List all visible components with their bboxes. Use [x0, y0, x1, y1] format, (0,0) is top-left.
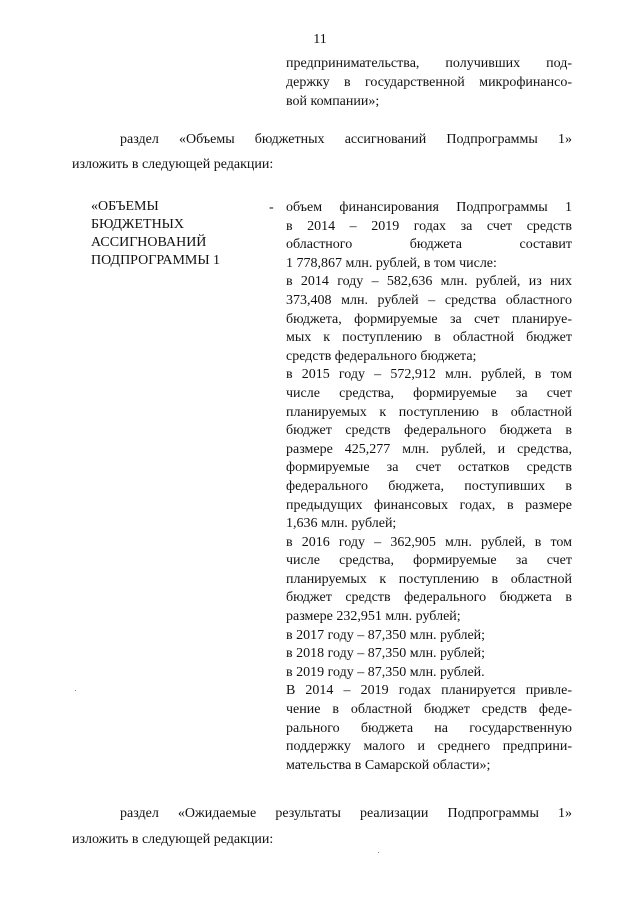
paragraph-2-first-line: раздел «Ожидаемые результаты реализации Подпрограммы 1» — [120, 806, 572, 821]
dash-separator: - — [269, 200, 274, 215]
content-line: планируемых к поступлению в областной — [286, 571, 572, 587]
content-line: бюджет средств федерального бюджета в — [286, 423, 572, 439]
top-continuation-text — [286, 54, 572, 111]
scan-speck — [378, 852, 379, 853]
content-line: средств федерального бюджета; — [286, 348, 477, 364]
section-label-line: «ОБЪЕМЫ — [91, 199, 159, 214]
content-line: в 2019 году – 87,350 млн. рублей. — [286, 664, 485, 680]
text-line: предпринимательства, получивших под- — [286, 56, 572, 71]
content-line: числе средства, формируемые за счет — [286, 553, 572, 569]
paragraph-1-first-line: раздел «Объемы бюджетных ассигнований Подпрограммы 1» — [120, 132, 572, 147]
content-line: рального бюджета на государственную — [286, 720, 572, 736]
paragraph-2-second-line: изложить в следующей редакции: — [72, 832, 274, 847]
scan-speck — [75, 690, 76, 691]
page-number: 11 — [313, 32, 327, 47]
section-label-line: ПОДПРОГРАММЫ 1 — [91, 253, 221, 268]
content-line: размере 425,277 млн. рублей, и средства, — [286, 441, 572, 457]
content-line: мых к поступлению в областной бюджет — [286, 330, 572, 346]
content-line: в 2017 году – 87,350 млн. рублей; — [286, 627, 486, 643]
content-line: планируемых к поступлению в областной — [286, 404, 572, 420]
section-label-line: БЮДЖЕТНЫХ — [91, 217, 185, 232]
content-line: поддержку малого и среднего предприни- — [286, 739, 572, 755]
content-line: в 2015 году – 572,912 млн. рублей, в том — [286, 367, 572, 383]
content-line: формируемые за счет остатков средств — [286, 460, 572, 476]
content-line: 1,636 млн. рублей; — [286, 516, 397, 532]
content-line: В 2014 – 2019 годах планируется привле- — [286, 683, 572, 699]
content-line: областного бюджета составит — [286, 237, 572, 253]
section-content — [286, 199, 572, 775]
content-line: размере 232,951 млн. рублей; — [286, 609, 461, 625]
content-line: федерального бюджета, поступивших в — [286, 478, 572, 494]
content-line: в 2014 году – 582,636 млн. рублей, из них — [286, 274, 572, 290]
paragraph-1-second-line: изложить в следующей редакции: — [72, 157, 274, 172]
content-line: 1 778,867 млн. рублей, в том числе: — [286, 255, 497, 271]
content-line: предыдущих финансовых годах, в размере — [286, 497, 572, 513]
content-line: объем финансирования Подпрограммы 1 — [286, 200, 572, 215]
content-line: бюджет средств федерального бюджета в — [286, 590, 572, 606]
text-line: вой компании»; — [286, 94, 380, 109]
content-line: чение в областной бюджет средств феде- — [286, 702, 572, 718]
text-line: держку в государственной микрофинансо- — [286, 75, 572, 90]
content-line: числе средства, формируемые за счет — [286, 385, 572, 401]
content-line: в 2018 году – 87,350 млн. рублей; — [286, 646, 486, 662]
content-line: в 2014 – 2019 годах за счет средств — [286, 218, 572, 234]
content-line: 373,408 млн. рублей – средства областного — [286, 292, 572, 308]
content-line: мательства в Самарской области»; — [286, 757, 491, 773]
content-line: в 2016 году – 362,905 млн. рублей, в том — [286, 534, 572, 550]
section-label-line: АССИГНОВАНИЙ — [91, 235, 207, 250]
content-line: бюджета, формируемые за счет планируе- — [286, 311, 572, 327]
section-label — [91, 198, 261, 270]
